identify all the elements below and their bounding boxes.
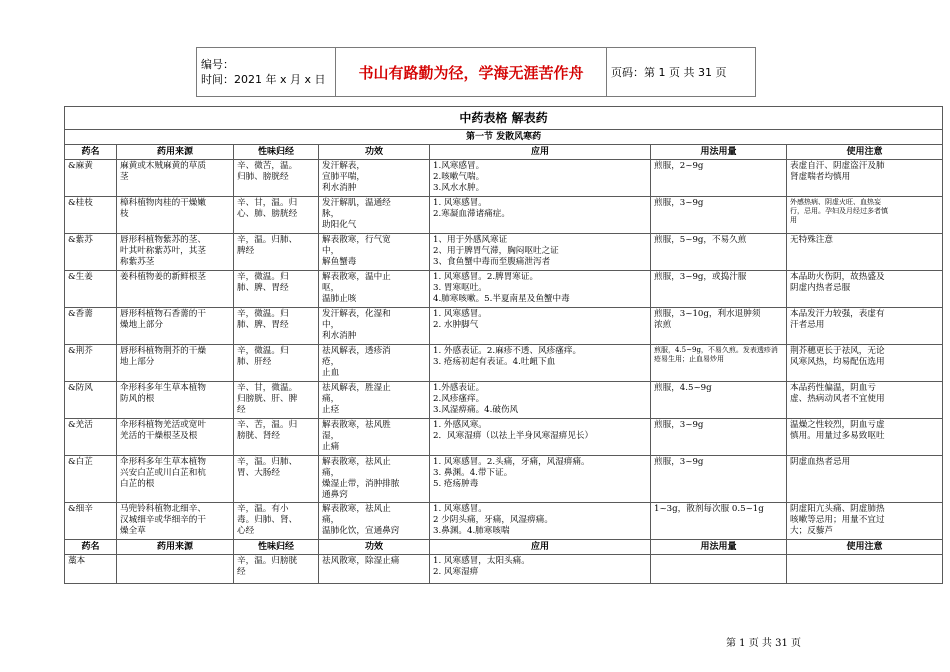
cell-line: 燥地上部分	[120, 320, 163, 330]
cell-effect	[319, 456, 430, 503]
cell-line: 3.风湿痹痛。4.破伤风	[433, 405, 519, 415]
cell-line: 唇形科植物石香薷的干	[120, 309, 206, 319]
cell-source	[117, 456, 234, 503]
cell-caution	[787, 345, 943, 382]
cell-line: 3.鼻渊。4.肺寒咳喘	[433, 526, 510, 536]
cell-application	[430, 456, 651, 503]
cell-line: 辛，温。归膀胱	[237, 556, 298, 566]
cell-line: 表虚自汗、阴虚盗汗及肺	[790, 161, 885, 171]
cell-application	[430, 197, 651, 234]
cell-line: 止痉	[322, 405, 340, 415]
cell-line: 温肺止咳	[322, 294, 357, 304]
cell-line: 煎服，3~9g，或捣汁服	[654, 272, 747, 282]
cell-effect	[319, 382, 430, 419]
cell-usage	[651, 197, 787, 234]
cell-line: 2. 水肿脚气	[433, 320, 479, 330]
header-meta	[197, 48, 336, 97]
cell-line: 助阳化气	[322, 220, 357, 230]
cell-line: 肺、脾、胃经	[237, 283, 289, 293]
table-title: 中药表格 解表药	[65, 107, 943, 130]
cell-name: &生姜	[65, 271, 117, 308]
table-row	[65, 197, 943, 234]
cell-line: 宣肺平喘，	[322, 172, 365, 182]
cell-line: 止痛	[322, 442, 340, 452]
cell-nature	[234, 234, 319, 271]
cell-effect	[319, 197, 430, 234]
cell-line: 辛，微温。归	[237, 346, 289, 356]
cell-line: 1. 外感风寒。	[433, 420, 487, 430]
cell-line: 2．风寒湿痹（以祛上半身风寒湿痹见长）	[433, 431, 594, 441]
cell-line: 煎服，5~9g，不易久煎	[654, 235, 747, 245]
column-header: 用法用量	[651, 540, 787, 555]
cell-application	[430, 234, 651, 271]
cell-line: 脉，	[322, 209, 340, 219]
cell-caution	[787, 382, 943, 419]
cell-line: 浓煎	[654, 320, 672, 330]
cell-line: 汗者忌用	[790, 320, 825, 330]
cell-application	[430, 503, 651, 540]
cell-application	[430, 345, 651, 382]
cell-line: 地上部分	[120, 357, 155, 367]
motto: 书山有路勤为径，学海无涯苦作舟	[336, 48, 607, 97]
cell-source	[117, 345, 234, 382]
table-row	[65, 308, 943, 345]
cell-usage	[651, 234, 787, 271]
cell-line: 枝	[120, 209, 129, 219]
table-row	[65, 382, 943, 419]
cell-usage	[651, 456, 787, 503]
table-row	[65, 555, 943, 584]
cell-line: 心经	[237, 526, 255, 536]
cell-line: 伞形科多年生草本植物	[120, 383, 206, 393]
cell-usage	[651, 160, 787, 197]
cell-line: 祛风散寒，除湿止痛	[322, 556, 400, 566]
cell-line: 无特殊注意	[790, 235, 833, 245]
cell-line: 唇形科植物紫苏的茎、	[120, 235, 206, 245]
cell-line: 煎服，2~9g	[654, 161, 704, 171]
cell-usage	[651, 345, 787, 382]
cell-line: 煎服，3~9g	[654, 198, 704, 208]
cell-line: 解鱼蟹毒	[322, 257, 357, 267]
cell-line: 2.咳嗽气喘。	[433, 172, 485, 182]
column-header: 药用来源	[117, 145, 234, 160]
column-header: 用法用量	[651, 145, 787, 160]
cell-line: 解表散寒，温中止	[322, 272, 391, 282]
cell-nature	[234, 503, 319, 540]
column-header-row	[65, 145, 943, 160]
cell-line: 本品助火伤阴，故热盛及	[790, 272, 885, 282]
cell-line: 肺、肝经	[237, 357, 272, 367]
cell-line: 辛，温。归肺、	[237, 235, 298, 245]
cell-nature	[234, 197, 319, 234]
cell-line: 3. 胃寒呕吐。	[433, 283, 487, 293]
cell-line: 利水消肿	[322, 183, 357, 193]
cell-line: 兴安白芷或川白芷和杭	[120, 468, 206, 478]
cell-line: 利水消肿	[322, 331, 357, 341]
cell-line: 本品药性偏温，阴血亏	[790, 383, 876, 393]
cell-line: 胃、大肠经	[237, 468, 280, 478]
cell-line: 辛、甘，温。归	[237, 198, 298, 208]
cell-name: &桂枝	[65, 197, 117, 234]
cell-application	[430, 555, 651, 584]
cell-effect	[319, 308, 430, 345]
cell-usage	[651, 308, 787, 345]
cell-line: 1. 风寒感冒。2.脾胃寒证。	[433, 272, 539, 282]
cell-name: &紫苏	[65, 234, 117, 271]
cell-line: 大；反藜芦	[790, 526, 833, 536]
cell-line: 中，	[322, 246, 340, 256]
table-row	[65, 456, 943, 503]
cell-effect	[319, 345, 430, 382]
cell-usage	[651, 382, 787, 419]
column-header: 功效	[319, 145, 430, 160]
cell-line: 防风的根	[120, 394, 155, 404]
cell-nature	[234, 308, 319, 345]
cell-line: 肺、脾、胃经	[237, 320, 289, 330]
table-row	[65, 271, 943, 308]
cell-caution	[787, 197, 943, 234]
cell-effect	[319, 555, 430, 584]
cell-line: 阴虚内热者忌服	[790, 283, 851, 293]
cell-line: 3、食鱼蟹中毒而至腹痛泄泻者	[433, 257, 551, 267]
column-header: 应用	[430, 145, 651, 160]
cell-line: 通鼻窍	[322, 490, 348, 500]
cell-line: 4.肺寒咳嗽。5.半夏南星及鱼蟹中毒	[433, 294, 570, 304]
cell-line: 中，	[322, 320, 340, 330]
cell-line: 发汗解肌，温通经	[322, 198, 391, 208]
cell-line: 风寒风热，均易配伍选用	[790, 357, 885, 367]
cell-line: 阴虚阳亢头痛、阴虚肺热	[790, 504, 885, 514]
cell-name: &白芷	[65, 456, 117, 503]
cell-line: 行，忌用。孕妇及月经过多者慎	[790, 207, 888, 215]
cell-line: 湿，	[322, 431, 340, 441]
column-header: 药名	[65, 540, 117, 555]
cell-name: &荆芥	[65, 345, 117, 382]
cell-line: 2 少阴头痛，牙痛，风湿痹痛。	[433, 515, 553, 525]
cell-line: 脾经	[237, 246, 255, 256]
cell-line: 痛，	[322, 468, 340, 478]
cell-effect	[319, 271, 430, 308]
cell-source	[117, 308, 234, 345]
cell-caution	[787, 234, 943, 271]
cell-caution	[787, 456, 943, 503]
column-header: 使用注意	[787, 540, 943, 555]
cell-line: 樟科植物肉桂的干燥嫩	[120, 198, 206, 208]
cell-line: 煎服，4.5~9g	[654, 383, 712, 393]
table-row	[65, 234, 943, 271]
cell-line: 发汗解表，化湿和	[322, 309, 391, 319]
table-row	[65, 419, 943, 456]
cell-line: 1~3g，散剂每次服 0.5~1g	[654, 504, 764, 514]
cell-application	[430, 308, 651, 345]
cell-usage	[651, 419, 787, 456]
cell-line: 温燥之性较烈，阴血亏虚	[790, 420, 885, 430]
cell-caution	[787, 160, 943, 197]
cell-line: 5. 疮疡肿毒	[433, 479, 479, 489]
cell-line: 汉城细辛或华细辛的干	[120, 515, 206, 525]
cell-line: 伞形科多年生草本植物	[120, 457, 206, 467]
cell-line: 1. 外感表证。2.麻疹不透、风疹瘙痒。	[433, 346, 582, 356]
cell-line: 发汗解表，	[322, 161, 365, 171]
cell-line: 煎服，3~9g	[654, 457, 704, 467]
cell-nature	[234, 271, 319, 308]
cell-line: 辛、甘，微温。	[237, 383, 298, 393]
cell-line: 辛，温。有小	[237, 504, 289, 514]
cell-line: 羌活的干燥根茎及根	[120, 431, 198, 441]
cell-line: 伞形科植物羌活或宽叶	[120, 420, 206, 430]
cell-caution	[787, 555, 943, 584]
cell-line: 解表散寒，祛风胜	[322, 420, 391, 430]
cell-usage	[651, 271, 787, 308]
cell-application	[430, 271, 651, 308]
cell-application	[430, 419, 651, 456]
time-label: 时间：2021 年 x 月 x 日	[201, 73, 326, 86]
cell-effect	[319, 419, 430, 456]
section-title: 第一节 发散风寒药	[65, 130, 943, 145]
document-header	[196, 47, 756, 97]
column-header: 应用	[430, 540, 651, 555]
cell-source	[117, 234, 234, 271]
column-header: 功效	[319, 540, 430, 555]
cell-caution	[787, 419, 943, 456]
page-label: 页码：第 1 页 共 31 页	[607, 48, 756, 97]
cell-line: 肾虚喘者均慎用	[790, 172, 851, 182]
cell-nature	[234, 456, 319, 503]
cell-line: 慎用。用量过多易致呕吐	[790, 431, 885, 441]
cell-name: 藁本	[65, 555, 117, 584]
cell-application	[430, 382, 651, 419]
cell-line: 经	[237, 405, 246, 415]
cell-line: 叶其叶称紫苏叶，其茎	[120, 246, 206, 256]
cell-line: 用	[790, 216, 797, 224]
cell-line: 痛，	[322, 394, 340, 404]
cell-line: 姜科植物姜的新鲜根茎	[120, 272, 206, 282]
cell-line: 呕，	[322, 283, 340, 293]
cell-name: &细辛	[65, 503, 117, 540]
cell-source	[117, 555, 234, 584]
cell-name: &麻黄	[65, 160, 117, 197]
cell-caution	[787, 503, 943, 540]
cell-source	[117, 160, 234, 197]
cell-line: 止血	[322, 368, 340, 378]
cell-line: 1. 风寒感冒。	[433, 198, 487, 208]
cell-line: 1. 风寒感冒。2.头痛，牙痛，风湿痹痛。	[433, 457, 590, 467]
cell-line: 1.风寒感冒。	[433, 161, 485, 171]
cell-line: 2.风疹瘙痒。	[433, 394, 485, 404]
cell-source	[117, 197, 234, 234]
cell-line: 膀胱、肾经	[237, 431, 280, 441]
cell-source	[117, 503, 234, 540]
cell-source	[117, 382, 234, 419]
cell-line: 燥全草	[120, 526, 146, 536]
cell-line: 茎	[120, 172, 129, 182]
cell-name: &香薷	[65, 308, 117, 345]
cell-caution	[787, 308, 943, 345]
cell-source	[117, 419, 234, 456]
cell-line: 辛、苦，温。归	[237, 420, 298, 430]
cell-line: 疮，	[322, 357, 340, 367]
column-header: 性味归经	[234, 145, 319, 160]
table-row	[65, 503, 943, 540]
cell-line: 毒。归肺、肾、	[237, 515, 298, 525]
herb-table	[64, 106, 943, 584]
cell-line: 祛风解表，胜湿止	[322, 383, 391, 393]
cell-line: 煎服，4.5~9g，不易久煎。发表透疹消	[654, 346, 778, 354]
cell-line: 虚、热病动风者不宜使用	[790, 394, 885, 404]
cell-line: 经	[237, 567, 246, 577]
cell-source	[117, 271, 234, 308]
cell-name: &防风	[65, 382, 117, 419]
cell-line: 煎服，3~9g	[654, 420, 704, 430]
cell-usage	[651, 555, 787, 584]
column-header: 使用注意	[787, 145, 943, 160]
cell-line: 3. 鼻渊。4.带下证。	[433, 468, 513, 478]
cell-line: 解表散寒，祛风止	[322, 504, 391, 514]
cell-line: 称紫苏茎	[120, 257, 155, 267]
cell-line: 解表散寒，行气宽	[322, 235, 391, 245]
cell-nature	[234, 555, 319, 584]
cell-line: 2、用于脾胃气滞，胸闷呕吐之证	[433, 246, 559, 256]
cell-line: 辛，微温。归	[237, 272, 289, 282]
cell-line: 唇形科植物荆芥的干燥	[120, 346, 206, 356]
column-header: 药用来源	[117, 540, 234, 555]
cell-effect	[319, 234, 430, 271]
cell-line: 白芷的根	[120, 479, 155, 489]
cell-line: 1. 风寒感冒，太阳头痛。	[433, 556, 530, 566]
cell-line: 阴虚血热者忌用	[790, 457, 851, 467]
cell-nature	[234, 382, 319, 419]
cell-line: 3. 疮疡初起有表证。4.吐衄下血	[433, 357, 556, 367]
cell-effect	[319, 503, 430, 540]
cell-line: 辛，温。归肺、	[237, 457, 298, 467]
cell-line: 辛，微温。归	[237, 309, 289, 319]
cell-line: 燥湿止带，消肿排脓	[322, 479, 400, 489]
code-label: 编号：	[201, 58, 234, 71]
cell-line: 心、肺、膀胱经	[237, 209, 298, 219]
cell-line: 归肺、膀胱经	[237, 172, 289, 182]
cell-line: 2.寒凝血滞诸痛症。	[433, 209, 510, 219]
cell-line: 痛，	[322, 515, 340, 525]
cell-line: 温肺化饮，宣通鼻窍	[322, 526, 400, 536]
column-header: 药名	[65, 145, 117, 160]
column-header: 性味归经	[234, 540, 319, 555]
cell-line: 辛、微苦，温。	[237, 161, 298, 171]
table-row	[65, 160, 943, 197]
cell-line: 1、用于外感风寒证	[433, 235, 508, 245]
cell-line: 归膀胱、肝、脾	[237, 394, 298, 404]
cell-line: 1. 风寒感冒。	[433, 504, 487, 514]
cell-line: 祛风解表，透疹消	[322, 346, 391, 356]
cell-line: 1.外感表证。	[433, 383, 485, 393]
cell-effect	[319, 160, 430, 197]
cell-nature	[234, 345, 319, 382]
cell-usage	[651, 503, 787, 540]
cell-line: 1. 风寒感冒。	[433, 309, 487, 319]
cell-name: &羌活	[65, 419, 117, 456]
cell-nature	[234, 160, 319, 197]
cell-line: 煎服，3~10g，利水退肿须	[654, 309, 761, 319]
cell-application	[430, 160, 651, 197]
cell-nature	[234, 419, 319, 456]
cell-line: 麻黄或木贼麻黄的草质	[120, 161, 206, 171]
cell-line: 外感热病、阴虚火旺、血热妄	[790, 198, 881, 206]
cell-line: 咳嗽等忌用；用量不宜过	[790, 515, 885, 525]
page-footer: 第 1 页 共 31 页	[726, 638, 801, 649]
table-row	[65, 345, 943, 382]
cell-line: 本品发汗力较强，表虚有	[790, 309, 885, 319]
cell-caution	[787, 271, 943, 308]
cell-line: 解表散寒，祛风止	[322, 457, 391, 467]
cell-line: 2. 风寒湿痹	[433, 567, 479, 577]
cell-line: 荆芥穗更长于祛风，无论	[790, 346, 885, 356]
cell-line: 3.风水水肿。	[433, 183, 485, 193]
column-header-row	[65, 540, 943, 555]
cell-line: 疮易生用；止血易炒用	[654, 355, 724, 363]
cell-line: 马兜铃科植物北细辛、	[120, 504, 206, 514]
